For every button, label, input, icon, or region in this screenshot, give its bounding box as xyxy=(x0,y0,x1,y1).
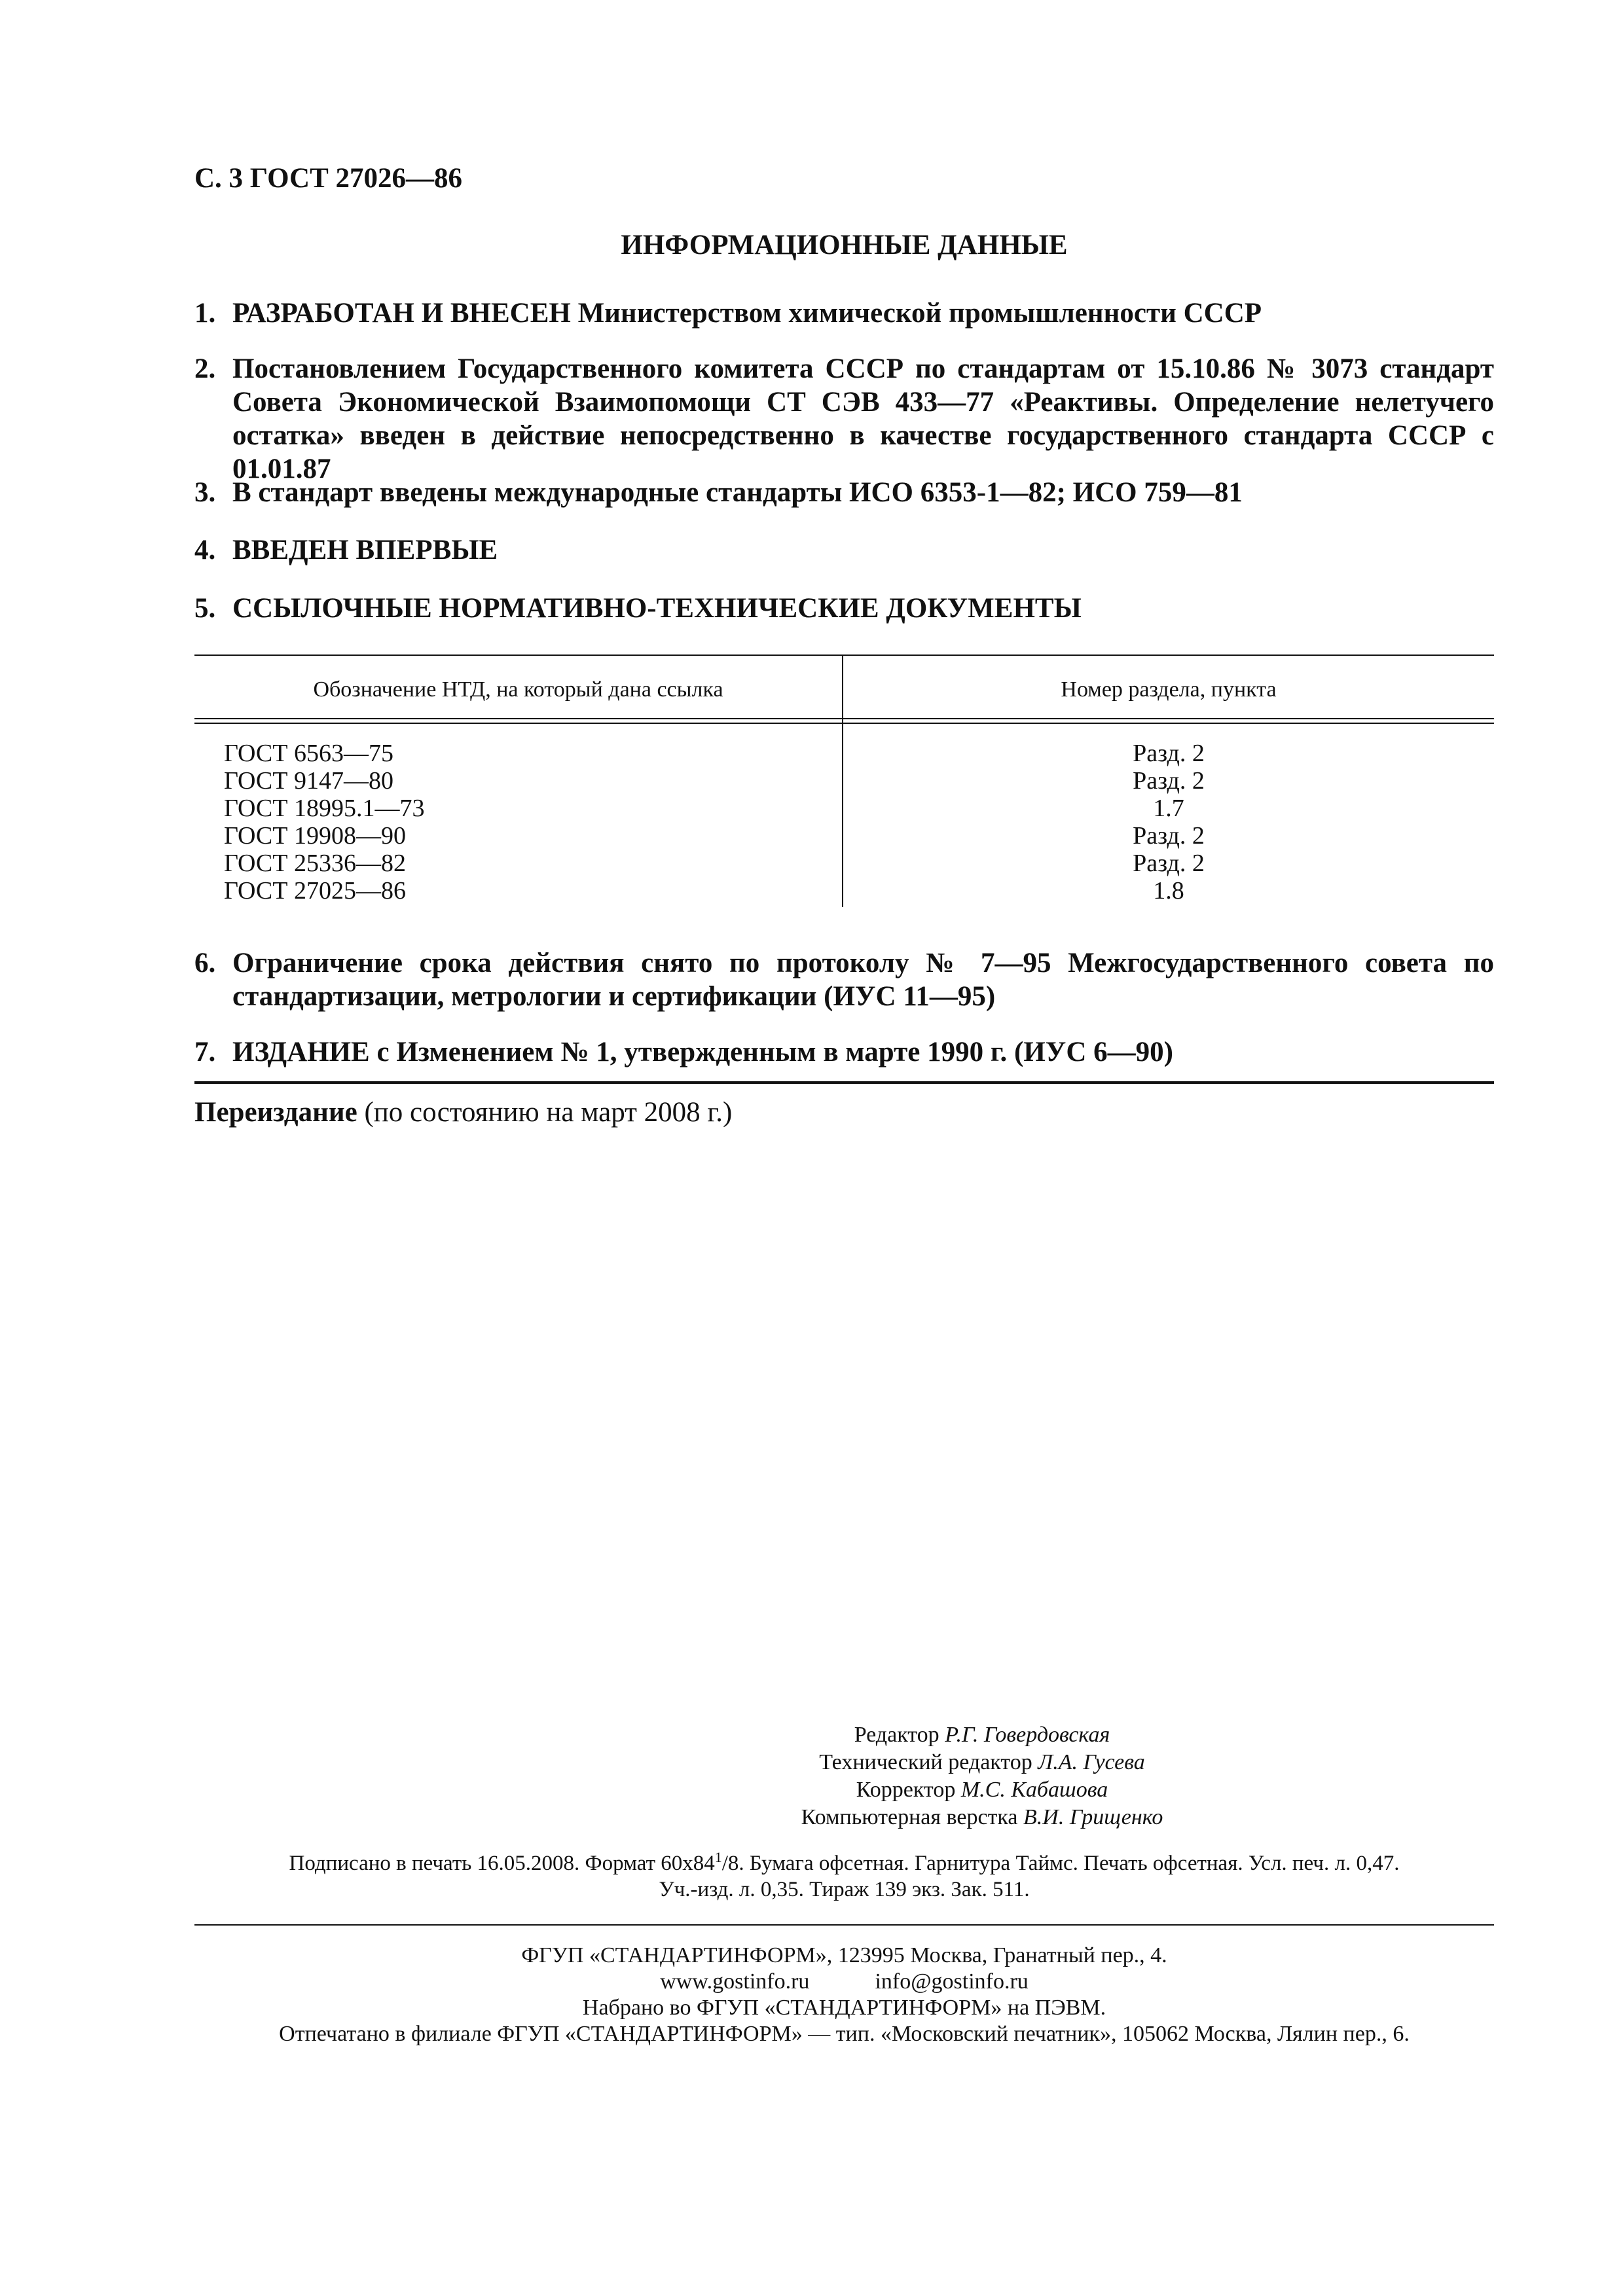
table-cell: ГОСТ 27025—86 xyxy=(224,877,406,905)
table-column-sections xyxy=(843,740,1494,905)
info-item-1 xyxy=(194,296,1494,330)
credit-role: Технический редактор xyxy=(819,1750,1032,1774)
item-text: В стандарт введены международные стандарты ИСО 6353-1—82; ИСО 759—81 xyxy=(232,477,1243,508)
item-text: ИЗДАНИЕ с Изменением № 1, утвержденным в марте 1990 г. (ИУС 6—90) xyxy=(232,1037,1173,1067)
item-text: РАЗРАБОТАН И ВНЕСЕН Министерством химической промышленности СССР xyxy=(232,298,1262,329)
table-cell: 1.8 xyxy=(1153,877,1184,905)
credit-name: М.С. Кабашова xyxy=(960,1778,1108,1802)
table-top-rule xyxy=(194,655,1494,656)
item-number: 1. xyxy=(194,298,216,329)
item-number: 6. xyxy=(194,948,216,978)
print-details-line-1 xyxy=(194,1844,1494,1876)
item-number: 2. xyxy=(194,353,216,384)
table-column-designations xyxy=(224,740,425,905)
item-text: Постановлением Государственного комитета СССР по стандартам от 15.10.86 № 3073 стандарт Совета Экономической Взаимопомощи СТ СЭВ 433—77 «Реактивы. Определение нелетучего остатка» введен в действие непосредственно в качестве государственного стандарта СССР с 01.01.87 xyxy=(232,353,1494,484)
print-specs: /8. Бумага офсетная. Гарнитура Таймс. Печать офсетная. Усл. печ. л. 0,47. xyxy=(721,1852,1400,1875)
table-header-section: Номер раздела, пункта xyxy=(1061,677,1277,702)
table-header-rule-2 xyxy=(194,723,1494,724)
credit-layout xyxy=(589,1804,1375,1831)
format-superscript: 1 xyxy=(714,1849,722,1865)
item-text: ССЫЛОЧНЫЕ НОРМАТИВНО-ТЕХНИЧЕСКИЕ ДОКУМЕНТЫ xyxy=(232,593,1082,624)
credit-role: Корректор xyxy=(856,1778,956,1802)
credit-name: В.И. Грищенко xyxy=(1023,1805,1163,1829)
reissue-note xyxy=(194,1096,732,1128)
table-cell: ГОСТ 9147—80 xyxy=(224,767,393,795)
section-rule xyxy=(194,1081,1494,1084)
table-cell: ГОСТ 6563—75 xyxy=(224,740,393,767)
table-cell: ГОСТ 25336—82 xyxy=(224,850,406,877)
typeset-note: Набрано во ФГУП «СТАНДАРТИНФОРМ» на ПЭВМ. xyxy=(582,1996,1106,2020)
table-cell: ГОСТ 18995.1—73 xyxy=(224,795,425,822)
table-cell: Разд. 2 xyxy=(1133,850,1205,877)
table-header-rule-1 xyxy=(194,718,1494,719)
print-details-line-2: Уч.-изд. л. 0,35. Тираж 139 экз. Зак. 511. xyxy=(659,1878,1030,1901)
page-title: ИНФОРМАЦИОННЫЕ ДАННЫЕ xyxy=(621,230,1068,260)
item-number: 4. xyxy=(194,535,216,565)
credit-name: Л.А. Гусева xyxy=(1038,1750,1145,1774)
table-cell: Разд. 2 xyxy=(1133,767,1205,795)
table-cell: Разд. 2 xyxy=(1133,740,1205,767)
info-item-6 xyxy=(194,946,1494,1013)
info-item-2 xyxy=(194,352,1494,486)
item-number: 5. xyxy=(194,593,216,624)
table-header-designation: Обозначение НТД, на который дана ссылка xyxy=(313,677,723,702)
table-cell: ГОСТ 19908—90 xyxy=(224,822,406,850)
website-link[interactable]: www.gostinfo.ru xyxy=(660,1969,810,1994)
printed-note: Отпечатано в филиале ФГУП «СТАНДАРТИНФОРМ» — тип. «Московский печатник», 105062 Москва, Лялин пер., 6. xyxy=(279,2022,1410,2046)
item-text: Ограничение срока действия снято по протоколу № 7—95 Межгосударственного совета по стандартизации, метрологии и сертификации (ИУС 11—95) xyxy=(232,948,1494,1012)
publisher-address: ФГУП «СТАНДАРТИНФОРМ», 123995 Москва, Гранатный пер., 4. xyxy=(521,1943,1167,1967)
item-text: ВВЕДЕН ВПЕРВЫЕ xyxy=(232,535,498,565)
table-cell: 1.7 xyxy=(1153,795,1184,822)
credit-proofreader xyxy=(589,1776,1375,1804)
credit-role: Компьютерная верстка xyxy=(801,1805,1018,1829)
info-item-3 xyxy=(194,476,1494,509)
credit-name: Р.Г. Говердовская xyxy=(945,1723,1110,1747)
credits-block xyxy=(589,1721,1375,1831)
footer-rule xyxy=(194,1924,1494,1926)
publisher-footer xyxy=(194,1943,1494,2047)
email-link[interactable]: info@gostinfo.ru xyxy=(875,1969,1029,1994)
reissue-text: (по состоянию на март 2008 г.) xyxy=(364,1097,733,1128)
credit-tech-editor xyxy=(589,1749,1375,1776)
item-number: 7. xyxy=(194,1037,216,1067)
publisher-contacts xyxy=(194,1969,1494,1995)
page-header: С. 3 ГОСТ 27026—86 xyxy=(194,163,463,194)
print-details xyxy=(194,1844,1494,1903)
info-item-5 xyxy=(194,592,1494,625)
info-item-4 xyxy=(194,533,1494,567)
info-item-7 xyxy=(194,1035,1494,1069)
reissue-label: Переиздание xyxy=(194,1097,357,1128)
credit-editor xyxy=(589,1721,1375,1749)
credit-role: Редактор xyxy=(854,1723,939,1747)
item-number: 3. xyxy=(194,477,216,508)
print-format: Подписано в печать 16.05.2008. Формат 60х84 xyxy=(289,1852,715,1875)
table-cell: Разд. 2 xyxy=(1133,822,1205,850)
